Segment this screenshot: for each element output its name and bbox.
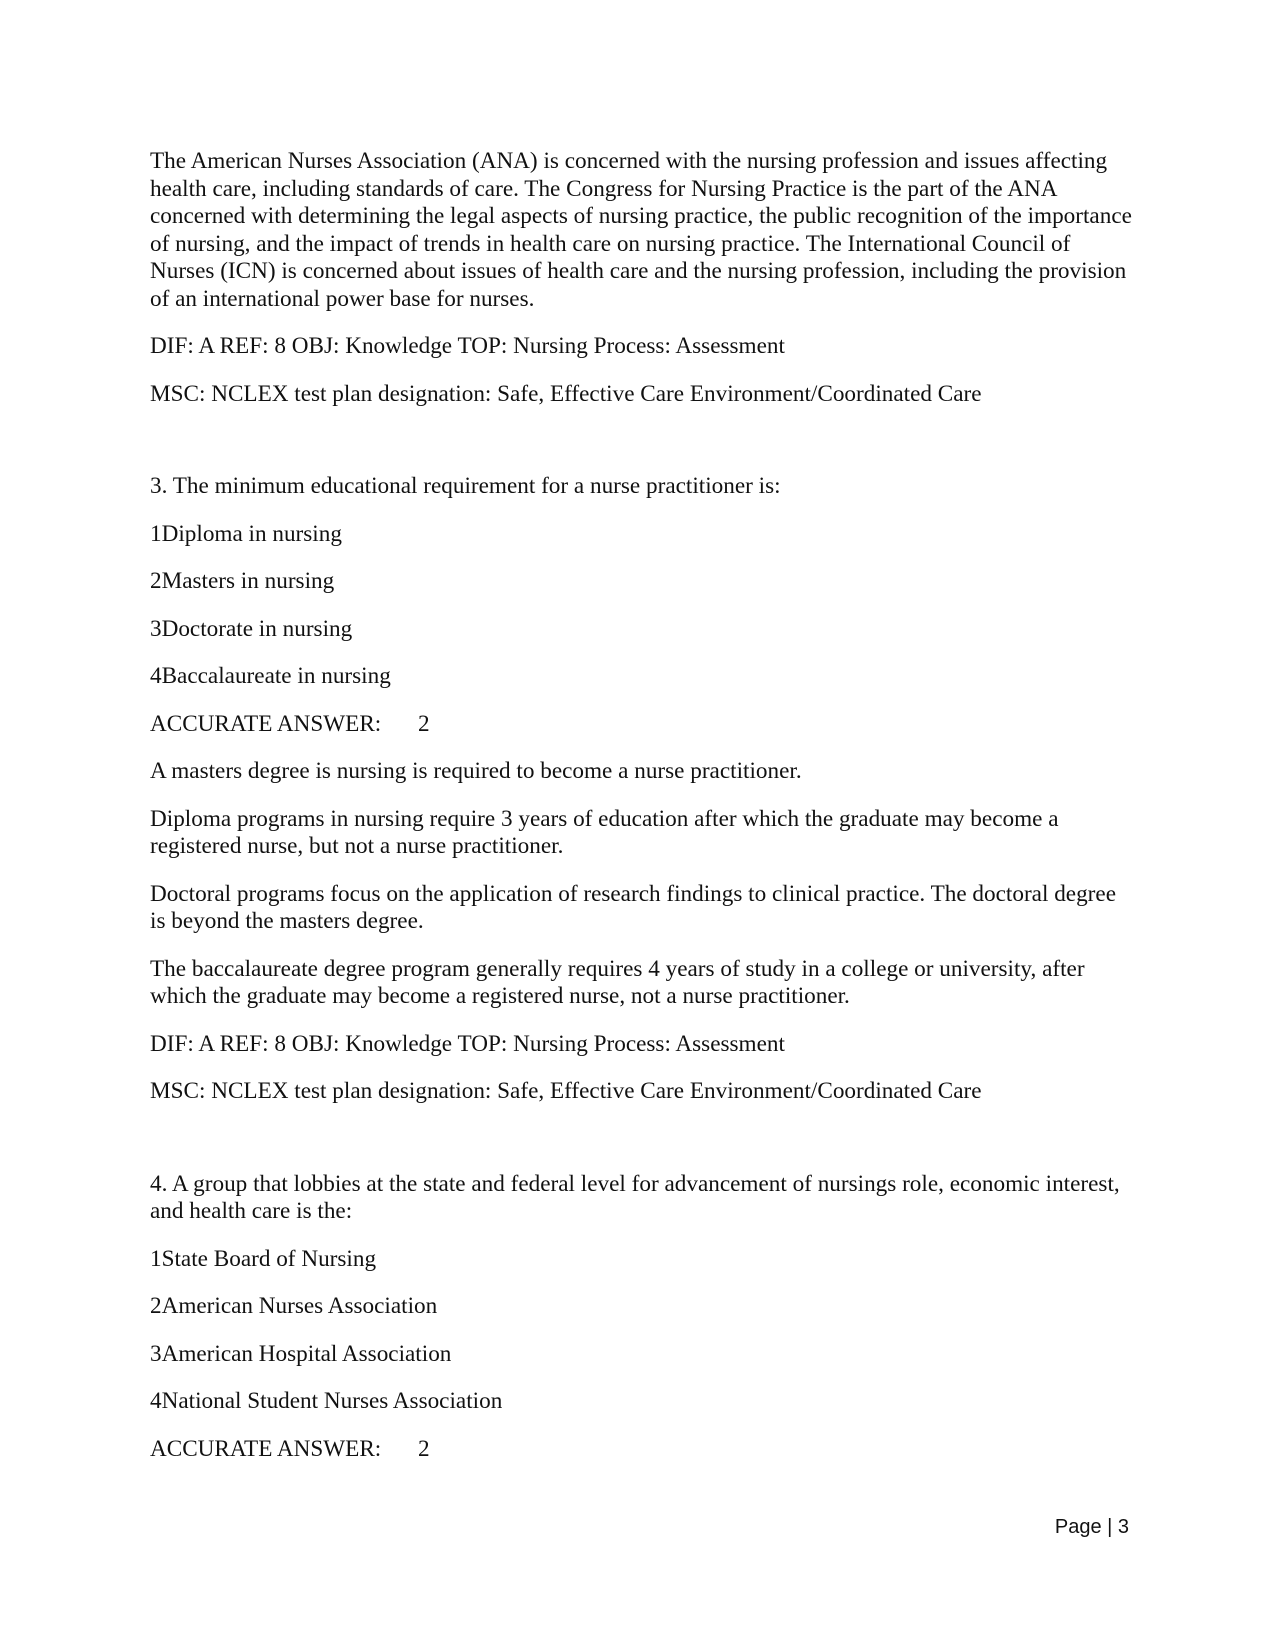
q4-option-3: 3American Hospital Association [150, 1340, 452, 1367]
page-number: Page | 3 [1054, 1516, 1129, 1538]
q3-msc-line: MSC: NCLEX test plan designation: Safe, Effective Care Environment/Coordinated Care [150, 1078, 982, 1104]
q3-answer-value: 2 [418, 710, 430, 737]
q4-answer [150, 1436, 1135, 1464]
page-content [150, 148, 1135, 1463]
q3-rationale-2: Diploma programs in nursing require 3 years of education after which the graduate may become a registered nurse, but not a nurse practitioner. [150, 805, 1059, 859]
q4-answer-value: 2 [418, 1435, 430, 1462]
q3-answer-label: ACCURATE ANSWER: [150, 710, 382, 737]
q4-option-2: 2American Nurses Association [150, 1293, 438, 1319]
q3-answer [150, 711, 1135, 739]
q3-rationale-3: Doctoral programs focus on the application of research findings to clinical practice. The doctoral degree is beyond the masters degree. [150, 880, 1116, 934]
q4-question: 4. A group that lobbies at the state and federal level for advancement of nursings role, economic interest, and health care is the: [150, 1170, 1120, 1224]
q3-option-1: 1Diploma in nursing [150, 520, 342, 547]
q3-option-3: 3Doctorate in nursing [150, 615, 353, 642]
q3-option-2: 2Masters in nursing [150, 568, 335, 594]
q4-answer-label: ACCURATE ANSWER: [150, 1435, 382, 1462]
intro-dif-line: DIF: A REF: 8 OBJ: Knowledge TOP: Nursing Process: Assessment [150, 333, 785, 359]
q3-rationale-1: A masters degree is nursing is required to become a nurse practitioner. [150, 758, 802, 784]
intro-paragraph: The American Nurses Association (ANA) is concerned with the nursing profession and issues affecting health care, including standards of care. The Congress for Nursing Practice is the part of the ANA concerned with determining the legal aspects of nursing practice, the public recognition of the importance of nursing, and the impact of trends in health care on nursing practice. The International Council of Nurses (ICN) is concerned about issues of health care and the nursing profession, including the provision of an international power base for nurses. [150, 148, 1132, 312]
intro-msc-line: MSC: NCLEX test plan designation: Safe, Effective Care Environment/Coordinated Care [150, 380, 982, 407]
q4-option-4: 4National Student Nurses Association [150, 1388, 503, 1414]
q4-option-1: 1State Board of Nursing [150, 1245, 377, 1272]
q3-question: 3. The minimum educational requirement for a nurse practitioner is: [150, 473, 781, 499]
q3-rationale-4: The baccalaureate degree program generally requires 4 years of study in a college or university, after which the graduate may become a registered nurse, not a nurse practitioner. [150, 955, 1085, 1009]
q3-option-4: 4Baccalaureate in nursing [150, 663, 391, 689]
q3-dif-line: DIF: A REF: 8 OBJ: Knowledge TOP: Nursing Process: Assessment [150, 1030, 785, 1057]
